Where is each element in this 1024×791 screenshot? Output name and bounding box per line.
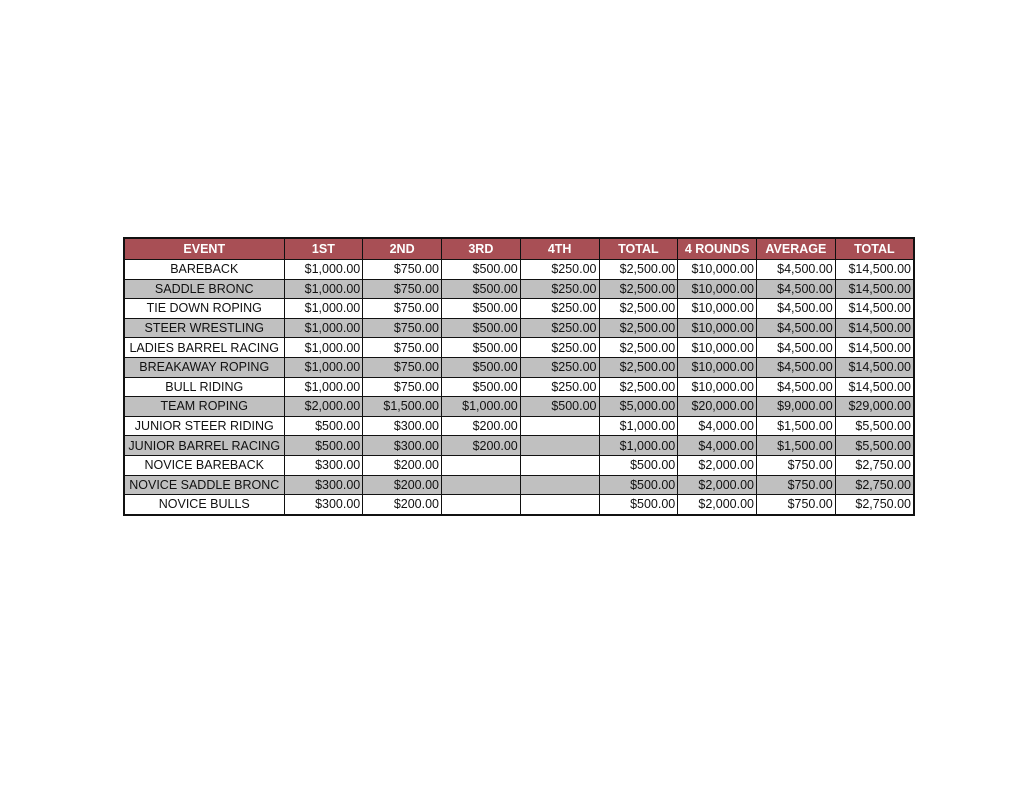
table-row xyxy=(124,436,914,456)
amount-cell-3rd xyxy=(442,495,521,515)
event-name-cell: BAREBACK xyxy=(124,260,284,280)
column-header-event: EVENT xyxy=(124,238,284,260)
amount-cell-grand-total: $14,500.00 xyxy=(835,279,914,299)
amount-cell-3rd: $500.00 xyxy=(442,299,521,319)
amount-cell-1st: $1,000.00 xyxy=(284,318,363,338)
amount-cell-3rd: $500.00 xyxy=(442,357,521,377)
amount-cell-1st: $1,000.00 xyxy=(284,299,363,319)
amount-cell-4-rounds: $2,000.00 xyxy=(678,455,757,475)
amount-cell-average: $1,500.00 xyxy=(757,436,836,456)
amount-cell-grand-total: $14,500.00 xyxy=(835,260,914,280)
amount-cell-2nd: $300.00 xyxy=(363,436,442,456)
amount-cell-4th xyxy=(520,495,599,515)
amount-cell-4th xyxy=(520,436,599,456)
amount-cell-grand-total: $5,500.00 xyxy=(835,416,914,436)
amount-cell-total: $500.00 xyxy=(599,495,678,515)
amount-cell-3rd xyxy=(442,455,521,475)
amount-cell-2nd: $1,500.00 xyxy=(363,397,442,417)
amount-cell-average: $4,500.00 xyxy=(757,318,836,338)
amount-cell-total: $500.00 xyxy=(599,455,678,475)
amount-cell-1st: $1,000.00 xyxy=(284,377,363,397)
amount-cell-grand-total: $29,000.00 xyxy=(835,397,914,417)
amount-cell-4th: $250.00 xyxy=(520,299,599,319)
amount-cell-2nd: $200.00 xyxy=(363,495,442,515)
event-name-cell: NOVICE SADDLE BRONC xyxy=(124,475,284,495)
amount-cell-3rd: $500.00 xyxy=(442,318,521,338)
amount-cell-1st: $300.00 xyxy=(284,455,363,475)
amount-cell-average: $750.00 xyxy=(757,455,836,475)
amount-cell-4th xyxy=(520,455,599,475)
table-row xyxy=(124,475,914,495)
amount-cell-4-rounds: $10,000.00 xyxy=(678,338,757,358)
column-header-3rd: 3RD xyxy=(442,238,521,260)
table-row xyxy=(124,397,914,417)
amount-cell-1st: $2,000.00 xyxy=(284,397,363,417)
amount-cell-4-rounds: $2,000.00 xyxy=(678,475,757,495)
event-name-cell: STEER WRESTLING xyxy=(124,318,284,338)
amount-cell-average: $9,000.00 xyxy=(757,397,836,417)
amount-cell-4-rounds: $4,000.00 xyxy=(678,416,757,436)
amount-cell-4-rounds: $2,000.00 xyxy=(678,495,757,515)
amount-cell-3rd: $500.00 xyxy=(442,260,521,280)
event-name-cell: JUNIOR STEER RIDING xyxy=(124,416,284,436)
amount-cell-4th: $250.00 xyxy=(520,260,599,280)
event-name-cell: NOVICE BAREBACK xyxy=(124,455,284,475)
amount-cell-3rd: $200.00 xyxy=(442,436,521,456)
amount-cell-3rd: $1,000.00 xyxy=(442,397,521,417)
amount-cell-average: $750.00 xyxy=(757,475,836,495)
amount-cell-4-rounds: $10,000.00 xyxy=(678,299,757,319)
amount-cell-2nd: $300.00 xyxy=(363,416,442,436)
amount-cell-total: $1,000.00 xyxy=(599,436,678,456)
amount-cell-grand-total: $14,500.00 xyxy=(835,299,914,319)
payout-table xyxy=(123,237,915,516)
event-name-cell: SADDLE BRONC xyxy=(124,279,284,299)
amount-cell-total: $5,000.00 xyxy=(599,397,678,417)
event-name-cell: LADIES BARREL RACING xyxy=(124,338,284,358)
amount-cell-4-rounds: $20,000.00 xyxy=(678,397,757,417)
event-name-cell: TIE DOWN ROPING xyxy=(124,299,284,319)
amount-cell-grand-total: $14,500.00 xyxy=(835,338,914,358)
amount-cell-2nd: $750.00 xyxy=(363,318,442,338)
amount-cell-2nd: $750.00 xyxy=(363,260,442,280)
amount-cell-average: $4,500.00 xyxy=(757,279,836,299)
table-header xyxy=(124,238,914,260)
amount-cell-4-rounds: $10,000.00 xyxy=(678,377,757,397)
amount-cell-4th: $250.00 xyxy=(520,357,599,377)
amount-cell-4th: $250.00 xyxy=(520,279,599,299)
table-row xyxy=(124,299,914,319)
amount-cell-4th xyxy=(520,416,599,436)
amount-cell-4-rounds: $10,000.00 xyxy=(678,357,757,377)
amount-cell-1st: $1,000.00 xyxy=(284,357,363,377)
table-row xyxy=(124,318,914,338)
amount-cell-total: $500.00 xyxy=(599,475,678,495)
amount-cell-1st: $500.00 xyxy=(284,436,363,456)
amount-cell-grand-total: $2,750.00 xyxy=(835,455,914,475)
event-name-cell: NOVICE BULLS xyxy=(124,495,284,515)
amount-cell-total: $2,500.00 xyxy=(599,299,678,319)
amount-cell-1st: $500.00 xyxy=(284,416,363,436)
amount-cell-4-rounds: $10,000.00 xyxy=(678,260,757,280)
table-row xyxy=(124,260,914,280)
amount-cell-3rd: $500.00 xyxy=(442,377,521,397)
amount-cell-2nd: $200.00 xyxy=(363,475,442,495)
amount-cell-4-rounds: $10,000.00 xyxy=(678,279,757,299)
event-name-cell: BREAKAWAY ROPING xyxy=(124,357,284,377)
amount-cell-total: $1,000.00 xyxy=(599,416,678,436)
event-name-cell: TEAM ROPING xyxy=(124,397,284,417)
amount-cell-4th xyxy=(520,475,599,495)
amount-cell-1st: $300.00 xyxy=(284,475,363,495)
column-header-average: AVERAGE xyxy=(757,238,836,260)
amount-cell-average: $4,500.00 xyxy=(757,338,836,358)
table-row xyxy=(124,377,914,397)
table-row xyxy=(124,357,914,377)
amount-cell-4th: $500.00 xyxy=(520,397,599,417)
column-header-2nd: 2ND xyxy=(363,238,442,260)
amount-cell-1st: $1,000.00 xyxy=(284,260,363,280)
amount-cell-grand-total: $14,500.00 xyxy=(835,377,914,397)
amount-cell-4-rounds: $4,000.00 xyxy=(678,436,757,456)
amount-cell-4-rounds: $10,000.00 xyxy=(678,318,757,338)
amount-cell-total: $2,500.00 xyxy=(599,279,678,299)
amount-cell-grand-total: $14,500.00 xyxy=(835,318,914,338)
amount-cell-average: $4,500.00 xyxy=(757,357,836,377)
amount-cell-average: $4,500.00 xyxy=(757,299,836,319)
amount-cell-2nd: $750.00 xyxy=(363,377,442,397)
table-row xyxy=(124,495,914,515)
amount-cell-4th: $250.00 xyxy=(520,338,599,358)
amount-cell-2nd: $200.00 xyxy=(363,455,442,475)
amount-cell-grand-total: $5,500.00 xyxy=(835,436,914,456)
column-header-grand-total: TOTAL xyxy=(835,238,914,260)
amount-cell-3rd: $500.00 xyxy=(442,338,521,358)
amount-cell-4th: $250.00 xyxy=(520,318,599,338)
amount-cell-average: $4,500.00 xyxy=(757,260,836,280)
column-header-total: TOTAL xyxy=(599,238,678,260)
column-header-1st: 1ST xyxy=(284,238,363,260)
amount-cell-4th: $250.00 xyxy=(520,377,599,397)
event-name-cell: BULL RIDING xyxy=(124,377,284,397)
amount-cell-3rd: $200.00 xyxy=(442,416,521,436)
amount-cell-2nd: $750.00 xyxy=(363,338,442,358)
table-row xyxy=(124,455,914,475)
amount-cell-average: $1,500.00 xyxy=(757,416,836,436)
amount-cell-grand-total: $2,750.00 xyxy=(835,475,914,495)
amount-cell-grand-total: $2,750.00 xyxy=(835,495,914,515)
amount-cell-average: $750.00 xyxy=(757,495,836,515)
header-row xyxy=(124,238,914,260)
event-name-cell: JUNIOR BARREL RACING xyxy=(124,436,284,456)
amount-cell-3rd xyxy=(442,475,521,495)
amount-cell-average: $4,500.00 xyxy=(757,377,836,397)
amount-cell-total: $2,500.00 xyxy=(599,318,678,338)
amount-cell-2nd: $750.00 xyxy=(363,279,442,299)
amount-cell-total: $2,500.00 xyxy=(599,357,678,377)
amount-cell-grand-total: $14,500.00 xyxy=(835,357,914,377)
amount-cell-total: $2,500.00 xyxy=(599,260,678,280)
column-header-4th: 4TH xyxy=(520,238,599,260)
table-body xyxy=(124,260,914,515)
column-header-4-rounds: 4 ROUNDS xyxy=(678,238,757,260)
amount-cell-total: $2,500.00 xyxy=(599,338,678,358)
table-row xyxy=(124,279,914,299)
amount-cell-1st: $300.00 xyxy=(284,495,363,515)
amount-cell-2nd: $750.00 xyxy=(363,357,442,377)
amount-cell-1st: $1,000.00 xyxy=(284,338,363,358)
amount-cell-total: $2,500.00 xyxy=(599,377,678,397)
amount-cell-3rd: $500.00 xyxy=(442,279,521,299)
amount-cell-2nd: $750.00 xyxy=(363,299,442,319)
amount-cell-1st: $1,000.00 xyxy=(284,279,363,299)
table-row xyxy=(124,416,914,436)
table-row xyxy=(124,338,914,358)
